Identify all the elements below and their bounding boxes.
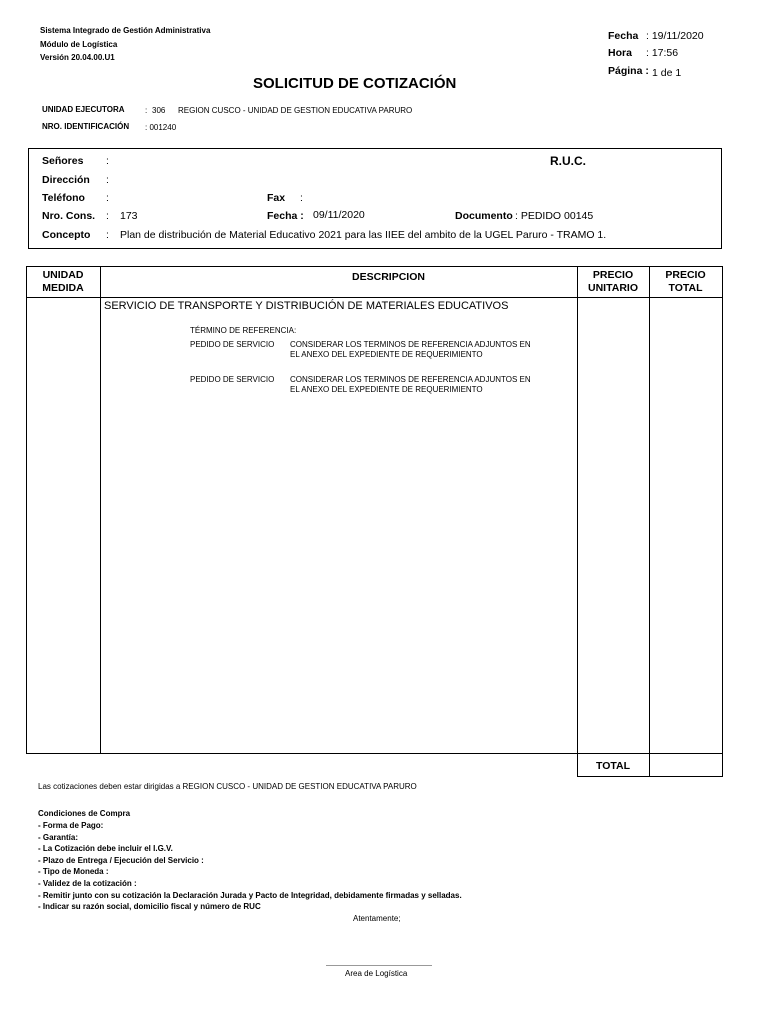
pedido-line-1b: EL ANEXO DEL EXPEDIENTE DE REQUERIMIENTO <box>290 350 483 359</box>
condition-item: - Forma de Pago: <box>38 821 104 830</box>
area-logistica: Area de Logística <box>345 969 408 978</box>
fax-colon: : <box>300 192 303 204</box>
fecha-cons-value: 09/11/2020 <box>313 209 365 221</box>
col-unidad-header-2: MEDIDA <box>42 282 84 294</box>
pagina-value: 1 de 1 <box>652 67 682 79</box>
dirigidas-note: Las cotizaciones deben estar dirigidas a REGION CUSCO - UNIDAD DE GESTION EDUCATIVA PARURO <box>38 782 417 791</box>
pedido-line-2a: CONSIDERAR LOS TERMINOS DE REFERENCIA ADJUNTOS EN <box>290 375 531 384</box>
total-label: TOTAL <box>595 760 631 772</box>
documento-label: Documento <box>455 210 513 222</box>
concepto-value: Plan de distribución de Material Educativo 2021 para las IIEE del ambito de la UGEL Paruro - TRAMO 1. <box>120 229 607 241</box>
concepto-colon: : <box>106 229 109 241</box>
nro-identificacion-label: NRO. IDENTIFICACIÓN <box>42 122 130 131</box>
unidad-sep: : <box>145 106 148 115</box>
pagina-label: Página : <box>608 65 649 77</box>
module-name: Módulo de Logística <box>40 40 118 49</box>
documento-value: : PEDIDO 00145 <box>515 210 594 222</box>
col-divider-3 <box>649 266 650 776</box>
col-descripcion-header: DESCRIPCION <box>352 271 425 283</box>
fecha-cons-label: Fecha : <box>267 210 304 222</box>
total-row-bottom <box>577 776 723 777</box>
senores-label: Señores <box>42 155 84 167</box>
item-title: SERVICIO DE TRANSPORTE Y DISTRIBUCIÓN DE MATERIALES EDUCATIVOS <box>104 300 509 312</box>
condition-item: - Indicar su razón social, domicilio fiscal y número de RUC <box>38 902 261 911</box>
atentamente: Atentamente; <box>353 914 401 923</box>
condition-item: - Plazo de Entrega / Ejecución del Servicio : <box>38 856 204 865</box>
table-header-divider <box>26 297 723 298</box>
direccion-label: Dirección <box>42 174 90 186</box>
senores-colon: : <box>106 155 109 167</box>
fax-label: Fax <box>267 192 286 204</box>
telefono-label: Teléfono <box>42 192 85 204</box>
conditions-title: Condiciones de Compra <box>38 809 131 818</box>
col-precio-total-header-1: PRECIO <box>665 269 706 281</box>
unidad-ejecutora-value: REGION CUSCO - UNIDAD DE GESTION EDUCATIVA PARURO <box>178 106 413 115</box>
col-divider-1 <box>100 266 101 754</box>
pedido-line-1a: CONSIDERAR LOS TERMINOS DE REFERENCIA ADJUNTOS EN <box>290 340 531 349</box>
concepto-label: Concepto <box>42 229 91 241</box>
fecha-value: : 19/11/2020 <box>646 30 704 42</box>
version: Versión 20.04.00.U1 <box>40 53 115 62</box>
condition-item: - Garantía: <box>38 833 79 842</box>
col-precio-unitario-header-1: PRECIO <box>592 269 634 281</box>
nrocons-colon: : <box>106 210 109 222</box>
hora-label: Hora <box>608 47 632 59</box>
condition-item: - La Cotización debe incluir el I.G.V. <box>38 844 173 853</box>
col-divider-2 <box>577 266 578 776</box>
pedido-label-1: PEDIDO DE SERVICIO <box>190 340 275 349</box>
col-precio-unitario-header-2: UNITARIO <box>588 282 638 294</box>
direccion-colon: : <box>106 174 109 186</box>
pedido-line-2b: EL ANEXO DEL EXPEDIENTE DE REQUERIMIENTO <box>290 385 483 394</box>
ruc-label: R.U.C. <box>550 154 586 168</box>
system-name: Sistema Integrado de Gestión Administrativa <box>40 26 211 35</box>
page-title: SOLICITUD DE COTIZACIÓN <box>253 75 457 92</box>
unidad-code: 306 <box>152 106 166 115</box>
pedido-label-2: PEDIDO DE SERVICIO <box>190 375 275 384</box>
col-divider-4 <box>722 266 723 776</box>
condition-item: - Validez de la cotización : <box>38 879 137 888</box>
termino-referencia: TÉRMINO DE REFERENCIA: <box>190 326 297 335</box>
nrocons-value: 173 <box>120 210 138 222</box>
signature-line <box>326 965 432 966</box>
col-unidad-header-1: UNIDAD <box>42 269 84 281</box>
condition-item: - Tipo de Moneda : <box>38 867 109 876</box>
telefono-colon: : <box>106 192 109 204</box>
nro-identificacion-value: : 001240 <box>145 123 177 132</box>
condition-item: - Remitir junto con su cotización la Declaración Jurada y Pacto de Integridad, debidamente firmadas y selladas. <box>38 891 462 900</box>
hora-value: : 17:56 <box>646 47 679 59</box>
unidad-ejecutora-label: UNIDAD EJECUTORA <box>42 105 125 114</box>
nrocons-label: Nro. Cons. <box>42 210 96 222</box>
col-precio-total-header-2: TOTAL <box>668 282 703 294</box>
fecha-label: Fecha <box>608 30 639 42</box>
